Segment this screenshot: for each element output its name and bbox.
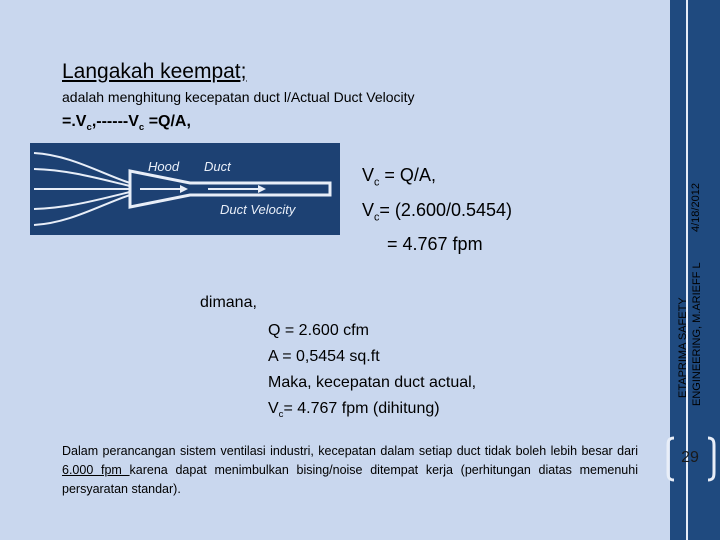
definition-vc: $V_c= 4.767$ fpm (dihitung) xyxy=(268,400,440,421)
duct-velocity-label: Duct Velocity xyxy=(220,202,296,217)
definitions-block xyxy=(268,318,476,428)
definition-q: Q = 2.600 cfm xyxy=(268,322,369,339)
dimana-label: dimana, xyxy=(200,294,257,311)
page-title: Langakah keempat; xyxy=(62,60,247,83)
hood-arrow-head xyxy=(180,185,188,193)
sidebar-company-line1: ETAPRIMA SAFETY xyxy=(677,297,689,398)
calc-line-1: $V_c = Q/A$, xyxy=(362,165,436,189)
duct-arrow-head xyxy=(258,185,266,193)
hood-duct-diagram xyxy=(30,143,340,235)
calculation-block xyxy=(362,162,512,258)
page-subtitle: adalah menghitung kecepatan duct l/Actual Duct Velocity xyxy=(62,89,415,105)
page-number: 29 xyxy=(681,449,699,466)
sidebar-date: 4/18/2012 xyxy=(690,183,702,232)
hood-label: Hood xyxy=(148,159,180,174)
footnote-paragraph: Dalam perancangan sistem ventilasi industri, kecepatan dalam setiap duct tidak boleh lebih besar dari 6.000 fpm karena dapat menimbulkan bising/noise ditempat kerja (perhitungan diatas memenuhi persyaratan standar). xyxy=(62,444,638,496)
sidebar-company-line2: ENGINEERING, M.ARIEFF L xyxy=(691,262,703,406)
calc-line-2: $V_c= (2.600/0.5454)$ xyxy=(362,199,513,224)
airflow-lines xyxy=(34,153,130,225)
duct-velocity-illustration xyxy=(30,143,340,235)
calc-line-3: = 4.767 fpm xyxy=(387,234,483,255)
formula-line: $=.V_c,------V_c =Q/A$, xyxy=(62,113,191,134)
duct-label: Duct xyxy=(204,159,231,174)
definition-a: A = 0,5454 sq.ft xyxy=(268,348,380,365)
definition-maka: Maka, kecepatan duct actual, xyxy=(268,374,477,391)
